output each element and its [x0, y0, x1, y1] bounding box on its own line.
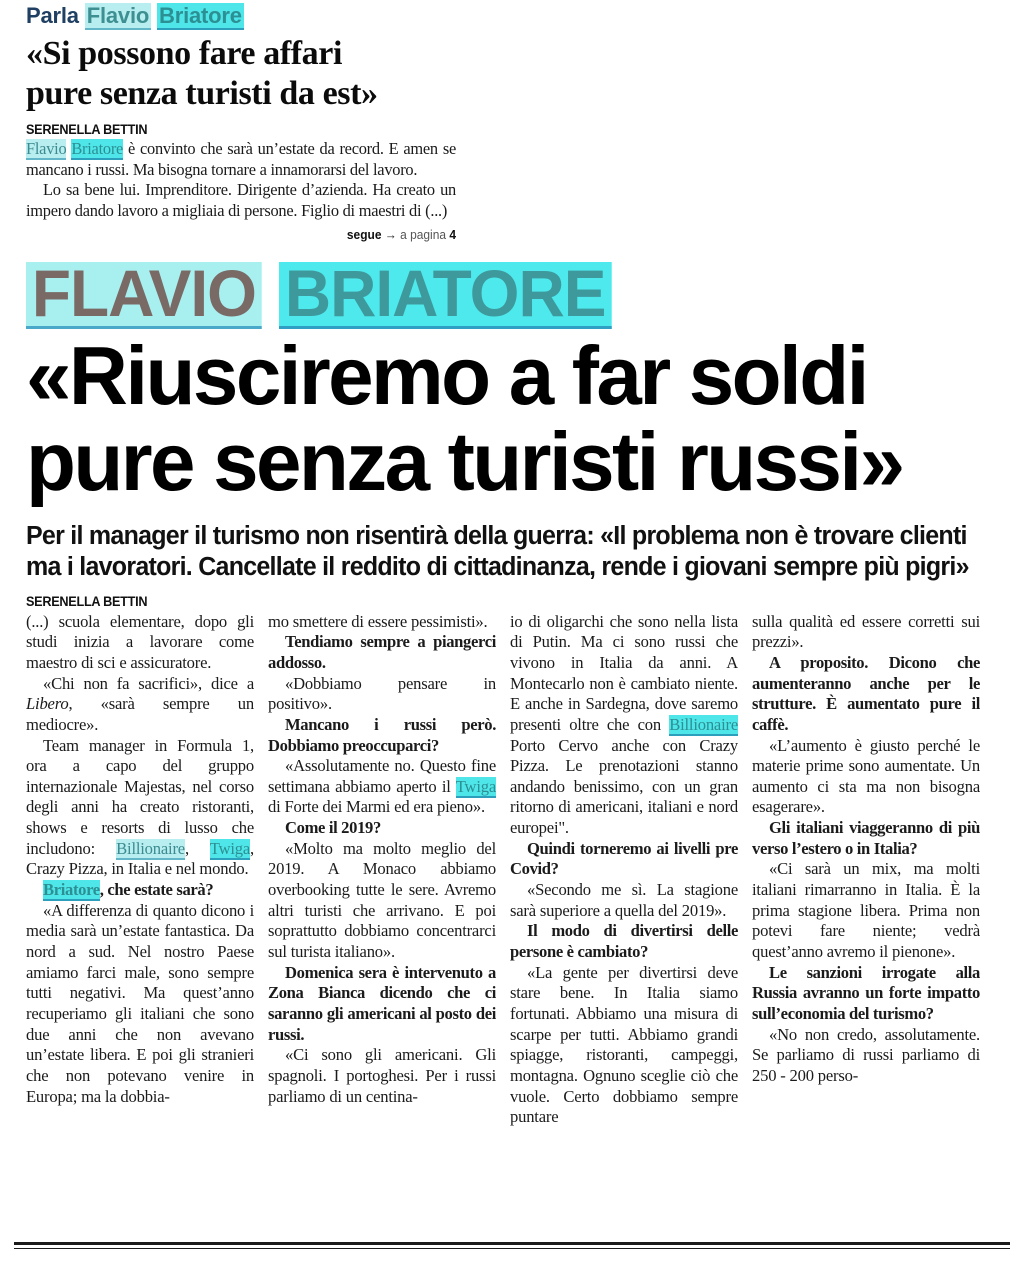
brand-twiga-2: Twiga — [455, 776, 496, 796]
c2-p3-b: di Forte dei Marmi ed era pieno». — [268, 797, 485, 817]
c2-p3 — [268, 756, 496, 818]
c2-question-4: Domenica sera è intervenuto a Zona Bianca dicendo che ci saranno gli americani al posto dei russi. — [268, 962, 496, 1044]
c2-question-1: Tendiamo sempre a piangerci addosso. — [268, 632, 496, 672]
c1-p1: (...) scuola elementare, dopo gli studi inizia a lavorare come maestro di sci e assicuratore. — [26, 611, 254, 672]
article-byline: SERENELLA BETTIN — [26, 593, 148, 609]
deck-line1: Per il manager il turismo non risentirà della guerra: «Il problema non è trovare clienti — [26, 522, 967, 551]
deck-line2: ma i lavoratori. Cancellate il reddito di cittadinanza, rende i giovani sempre più pigri» — [26, 553, 969, 582]
bottom-divider — [14, 1242, 1010, 1249]
c4-question-3: Le sanzioni irrogate alla Russia avranno un forte impatto sull’economia del turismo? — [752, 962, 980, 1024]
c1-p2-a: «Chi non fa sacrifici», dice a — [43, 673, 254, 693]
article-columns — [26, 612, 998, 1172]
main-headline-line2: pure senza turisti russi» — [26, 415, 903, 509]
teaser-headline-line2: pure senza turisti da est» — [26, 74, 378, 112]
teaser-headline — [26, 34, 456, 114]
c1-p3-b: , Crazy Pizza, in Italia e nel mondo. — [26, 838, 254, 879]
brand-billionaire: Billionaire — [116, 838, 185, 858]
article-column-2 — [268, 612, 496, 1172]
teaser-body — [26, 139, 456, 222]
c2-p5: «Ci sono gli americani. Gli spagnoli. I portoghesi. Per i russi parliamo di un centina- — [268, 1045, 496, 1106]
c4-p3: «Ci sarà un mix, ma molti italiani rimarranno in Italia. È la prima stagione libera. Prima non potevi fare niente; vedrà quest’anno avremo il pienone». — [752, 859, 980, 962]
main-headline-line1: «Riusciremo a far soldi — [26, 328, 867, 422]
masthead-last-name: BRIATORE — [279, 262, 611, 329]
c1-p2-b: , «sarà sempre un mediocre». — [26, 694, 254, 734]
teaser-lead-paragraph — [26, 139, 456, 180]
c3-p1 — [510, 612, 738, 839]
c4-p1: sulla qualità ed essere corretti sui prezzi». — [752, 611, 980, 652]
c1-question-1 — [26, 880, 254, 901]
teaser-headline-line1: «Si possono fare affari — [26, 34, 343, 72]
c3-question-1: Quindi torneremo ai livelli pre Covid? — [510, 838, 738, 879]
article-deck — [26, 521, 998, 583]
c1-p4: «A differenza di quanto dicono i media sarà un’estate fantastica. Da nord a sud. Nel nostro Paese amiamo farci male, sono sempre tutti negativi. Ma quest’anno recuperiamo gli italiani che sono due anni che non avevano un’estate libera. E poi gli stranieri che non potevano venire in Europa; ma la dobbia- — [26, 900, 254, 1106]
brand-twiga: Twiga — [209, 838, 251, 858]
teaser-kicker — [26, 4, 456, 28]
teaser-block — [26, 0, 456, 242]
segue-label: segue — [346, 226, 382, 242]
segue-line[interactable] — [60, 227, 456, 242]
masthead-name — [26, 255, 998, 330]
c1-p2 — [26, 674, 254, 736]
brand-billionaire-2: Billionaire — [669, 714, 738, 734]
c4-p2: «L’aumento è giusto perché le materie prime sono aumentate. Un aumento ci sta ma non bisogna esagerare». — [752, 735, 980, 817]
segue-page-number: 4 — [449, 226, 456, 242]
c1-p3-a: Team manager in Formula 1, ora a capo del gruppo internazionale Majestas, nel corso degli anni ha creato ristoranti, shows e resorts di lusso che includono: — [26, 735, 254, 858]
c3-p3: «La gente per divertirsi deve stare bene. In Italia siamo fortunati. Abbiamo una misura di scarpe per tutti. Abbiamo grandi spiagge, ristoranti, campeggi, montagna. Ognuno sceglie ciò che vuole. Certo dobbiamo sempre puntare — [510, 962, 738, 1127]
c4-question-2: Gli italiani viaggeranno di più verso l’estero o in Italia? — [752, 818, 980, 858]
c3-p1-a: io di oligarchi che sono nella lista di Putin. Ma ci sono russi che vivono in Italia da anni. A Montecarlo non è cambiato niente. E anche in Sardegna, dove saremo presenti oltre che con — [510, 611, 738, 734]
c3-question-2: Il modo di divertirsi delle persone è cambiato? — [510, 921, 738, 962]
kicker-first-name: Flavio — [86, 3, 150, 28]
q-name-briatore: Briatore — [43, 880, 100, 900]
c2-p2: «Dobbiamo pensare in positivo». — [268, 673, 496, 714]
c2-p4: «Molto ma molto meglio del 2019. A Monaco abbiamo overbooking tutte le sere. Avremo altri turisti che arrivano. E poi soprattutto dobbiamo concentrarci sul turista italiano». — [268, 838, 496, 962]
c3-p2: «Secondo me sì. La stagione sarà superiore a quella del 2019». — [510, 880, 738, 920]
article-column-4 — [752, 612, 980, 1172]
c4-question-1: A proposito. Dicono che aumenteranno anche per le strutture. È aumentato pure il caffè. — [752, 652, 980, 734]
main-headline — [26, 328, 998, 509]
lead-rest: è convinto che sarà un’estate da record. E amen se mancano i russi. Ma bisogna tornare a innamorarsi del lavoro. — [26, 138, 456, 179]
c1-p3 — [26, 736, 254, 881]
arrow-right-icon: → — [384, 226, 397, 242]
c2-question-3: Come il 2019? — [285, 818, 381, 838]
article-column-1 — [26, 612, 254, 1172]
c2-p3-a: «Assolutamente no. Questo fine settimana abbiamo aperto il — [268, 756, 496, 796]
masthead-first-name: FLAVIO — [26, 262, 262, 329]
kicker-parla: Parla — [26, 3, 79, 28]
c4-p4: «No non credo, assolutamente. Se parliamo di russi parliamo di 250 - 200 perso- — [752, 1024, 980, 1086]
teaser-paragraph-2: Lo sa bene lui. Imprenditore. Dirigente d’azienda. Ha creato un impero dando lavoro a migliaia di persone. Figlio di maestri di (...) — [26, 180, 456, 220]
c2-question-2: Mancano i russi però. Dobbiamo preoccuparci? — [268, 714, 496, 755]
c2-p1: mo smettere di essere pessimisti». — [268, 611, 488, 631]
kicker-last-name: Briatore — [159, 3, 242, 28]
lead-last-name: Briatore — [71, 138, 124, 158]
article-column-3 — [510, 612, 738, 1172]
teaser-byline: SERENELLA BETTIN — [26, 121, 148, 137]
c3-p1-b: Porto Cervo anche con Crazy Pizza. Le prenotazioni stanno andando benissimo, con un gran ritorno di americani, italiani e nord europei". — [510, 735, 738, 838]
c1-p2-italic: Libero — [26, 694, 69, 714]
lead-first-name: Flavio — [26, 138, 67, 158]
segue-page-text: a pagina — [400, 226, 447, 242]
c1-p3-mid: , — [184, 838, 210, 858]
c1-q1-rest: , che estate sarà? — [99, 880, 214, 900]
